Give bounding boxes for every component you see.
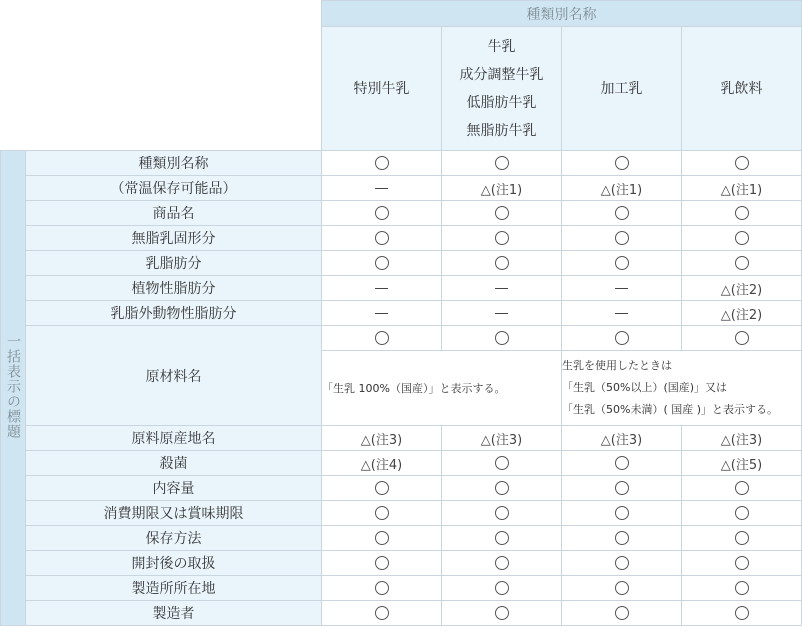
conditional-mark: △(注4): [360, 457, 403, 473]
required-mark: [375, 531, 389, 545]
table-cell: [442, 451, 562, 476]
table-row: [1, 426, 802, 451]
required-mark: [735, 481, 749, 495]
required-mark: [495, 481, 509, 495]
table-cell: [682, 601, 802, 626]
table-cell: [442, 251, 562, 276]
row-label: 乳脂肪分: [26, 251, 322, 276]
required-mark: [375, 506, 389, 520]
table-cell: [682, 476, 802, 501]
table-cell: [442, 151, 562, 176]
table-cell: [562, 476, 682, 501]
table-cell: [562, 501, 682, 526]
required-mark: [375, 156, 389, 170]
table-cell: [682, 251, 802, 276]
required-mark: [735, 206, 749, 220]
table-cell: [562, 526, 682, 551]
required-mark: [495, 456, 509, 470]
table-cell: [442, 526, 562, 551]
raw-material-note-line: 生乳を使用したときは: [562, 359, 672, 372]
table-cell: [322, 276, 442, 301]
table-cell: [562, 276, 682, 301]
required-mark: [495, 156, 509, 170]
column-header-line: 低脂肪牛乳: [466, 94, 537, 111]
side-label: 一括表示の標題: [5, 333, 21, 439]
required-mark: [735, 506, 749, 520]
table-cell: [562, 251, 682, 276]
required-mark: [615, 156, 629, 170]
not-applicable-mark: [375, 188, 388, 189]
column-header: [322, 27, 442, 151]
table-cell: [562, 551, 682, 576]
required-mark: [615, 256, 629, 270]
column-header-line: 無脂肪牛乳: [466, 122, 537, 139]
required-mark: [735, 331, 749, 345]
required-mark: [615, 206, 629, 220]
table-cell: [322, 226, 442, 251]
table-cell: [442, 201, 562, 226]
table-row: [1, 501, 802, 526]
row-label: 開封後の取扱: [26, 551, 322, 576]
table-cell: [562, 201, 682, 226]
table-cell: [442, 426, 562, 451]
table-cell: [562, 601, 682, 626]
conditional-mark: △(注1): [480, 182, 523, 198]
required-mark: [495, 556, 509, 570]
table-cell: [322, 176, 442, 201]
required-mark: [495, 331, 509, 345]
row-label: 保存方法: [26, 526, 322, 551]
table-cell: [682, 451, 802, 476]
conditional-mark: △(注3): [720, 432, 763, 448]
table-cell: [562, 176, 682, 201]
raw-material-note-left: 「生乳 100%（国産）」と表示する。: [322, 351, 562, 426]
table-cell: [562, 576, 682, 601]
table-cell: [442, 476, 562, 501]
table-cell: [322, 326, 442, 351]
table-cell: [442, 276, 562, 301]
row-label: 商品名: [26, 201, 322, 226]
table-cell: [562, 151, 682, 176]
table-cell: [682, 426, 802, 451]
conditional-mark: △(注2): [720, 307, 763, 323]
required-mark: [375, 581, 389, 595]
required-mark: [615, 481, 629, 495]
table-row: [1, 601, 802, 626]
table-row: [1, 526, 802, 551]
row-label: 原材料名: [26, 326, 322, 426]
required-mark: [495, 531, 509, 545]
row-label: 種類別名称: [26, 151, 322, 176]
required-mark: [375, 481, 389, 495]
required-mark: [495, 606, 509, 620]
table-row: [1, 301, 802, 326]
row-label: 乳脂外動物性脂肪分: [26, 301, 322, 326]
row-label: 製造所所在地: [26, 576, 322, 601]
not-applicable-mark: [495, 288, 508, 289]
row-label: 消費期限又は賞味期限: [26, 501, 322, 526]
table-cell: [562, 326, 682, 351]
row-label: 原料原産地名: [26, 426, 322, 451]
table-row: [1, 251, 802, 276]
column-header-line: 成分調整牛乳: [459, 66, 544, 83]
table-cell: [682, 176, 802, 201]
header-group-row: [1, 1, 802, 27]
table-row: [1, 276, 802, 301]
table-cell: [562, 451, 682, 476]
required-mark: [735, 581, 749, 595]
conditional-mark: △(注3): [480, 432, 523, 448]
table-cell: [682, 326, 802, 351]
required-mark: [375, 256, 389, 270]
column-header-line: 特別牛乳: [353, 80, 410, 97]
column-header-line: 乳飲料: [720, 80, 763, 97]
row-label: （常温保存可能品）: [26, 176, 322, 201]
table-cell: [322, 426, 442, 451]
required-mark: [735, 606, 749, 620]
table-row: [1, 326, 802, 351]
required-mark: [615, 581, 629, 595]
table-row: [1, 151, 802, 176]
table-row: [1, 576, 802, 601]
table-cell: [322, 251, 442, 276]
required-mark: [615, 606, 629, 620]
table-cell: [442, 601, 562, 626]
conditional-mark: △(注3): [360, 432, 403, 448]
table-cell: [322, 501, 442, 526]
side-label-cell: [1, 151, 26, 626]
table-row: [1, 551, 802, 576]
table-cell: [682, 526, 802, 551]
table-cell: [682, 201, 802, 226]
required-mark: [495, 256, 509, 270]
required-mark: [735, 556, 749, 570]
table-cell: [442, 501, 562, 526]
table-cell: [442, 551, 562, 576]
required-mark: [615, 456, 629, 470]
required-mark: [735, 256, 749, 270]
required-mark: [495, 206, 509, 220]
required-mark: [615, 556, 629, 570]
not-applicable-mark: [495, 313, 508, 314]
table-row: [1, 451, 802, 476]
table-cell: [322, 526, 442, 551]
column-header: [442, 27, 562, 151]
table-cell: [322, 451, 442, 476]
conditional-mark: △(注5): [720, 457, 763, 473]
required-mark: [495, 506, 509, 520]
required-mark: [495, 581, 509, 595]
conditional-mark: △(注3): [600, 432, 643, 448]
table-cell: [442, 176, 562, 201]
required-mark: [375, 206, 389, 220]
row-label: 内容量: [26, 476, 322, 501]
table-cell: [682, 301, 802, 326]
table-cell: [322, 551, 442, 576]
not-applicable-mark: [615, 288, 628, 289]
required-mark: [615, 331, 629, 345]
required-mark: [615, 231, 629, 245]
conditional-mark: △(注2): [720, 282, 763, 298]
row-label: 植物性脂肪分: [26, 276, 322, 301]
table-row: [1, 226, 802, 251]
table-cell: [442, 576, 562, 601]
table-cell: [322, 601, 442, 626]
table-cell: [682, 276, 802, 301]
table-cell: [682, 576, 802, 601]
column-header-line: 牛乳: [487, 38, 516, 55]
row-label: 無脂乳固形分: [26, 226, 322, 251]
not-applicable-mark: [375, 288, 388, 289]
required-mark: [375, 231, 389, 245]
table-row: [1, 176, 802, 201]
raw-material-note-line: 「生乳（50%以上）(国産)」又は: [562, 381, 728, 394]
required-mark: [735, 531, 749, 545]
conditional-mark: △(注1): [600, 182, 643, 198]
required-mark: [375, 331, 389, 345]
table-cell: [682, 501, 802, 526]
row-label: 製造者: [26, 601, 322, 626]
table-cell: [322, 301, 442, 326]
required-mark: [375, 606, 389, 620]
conditional-mark: △(注1): [720, 182, 763, 198]
not-applicable-mark: [375, 313, 388, 314]
row-label: 殺菌: [26, 451, 322, 476]
raw-material-note-line: 「生乳（50%未満）( 国産 )」と表示する。: [562, 403, 779, 416]
required-mark: [495, 231, 509, 245]
table-cell: [322, 201, 442, 226]
table-cell: [562, 301, 682, 326]
table-cell: [562, 226, 682, 251]
table-row: [1, 201, 802, 226]
required-mark: [735, 156, 749, 170]
table-cell: [682, 226, 802, 251]
not-applicable-mark: [615, 313, 628, 314]
column-header: [562, 27, 682, 151]
column-header-line: 加工乳: [600, 80, 643, 97]
table-cell: [682, 151, 802, 176]
required-mark: [375, 556, 389, 570]
table-cell: [682, 551, 802, 576]
table-cell: [322, 151, 442, 176]
table-cell: [322, 576, 442, 601]
table-cell: [442, 326, 562, 351]
header-corner: [1, 1, 322, 151]
column-header: [682, 27, 802, 151]
required-mark: [615, 531, 629, 545]
table-cell: [442, 226, 562, 251]
table-cell: [442, 301, 562, 326]
table-row: [1, 476, 802, 501]
header-group-title: 種類別名称: [322, 1, 802, 27]
required-mark: [615, 506, 629, 520]
required-mark: [735, 231, 749, 245]
raw-material-note-right: [562, 351, 802, 426]
table-cell: [562, 426, 682, 451]
table-cell: [322, 476, 442, 501]
